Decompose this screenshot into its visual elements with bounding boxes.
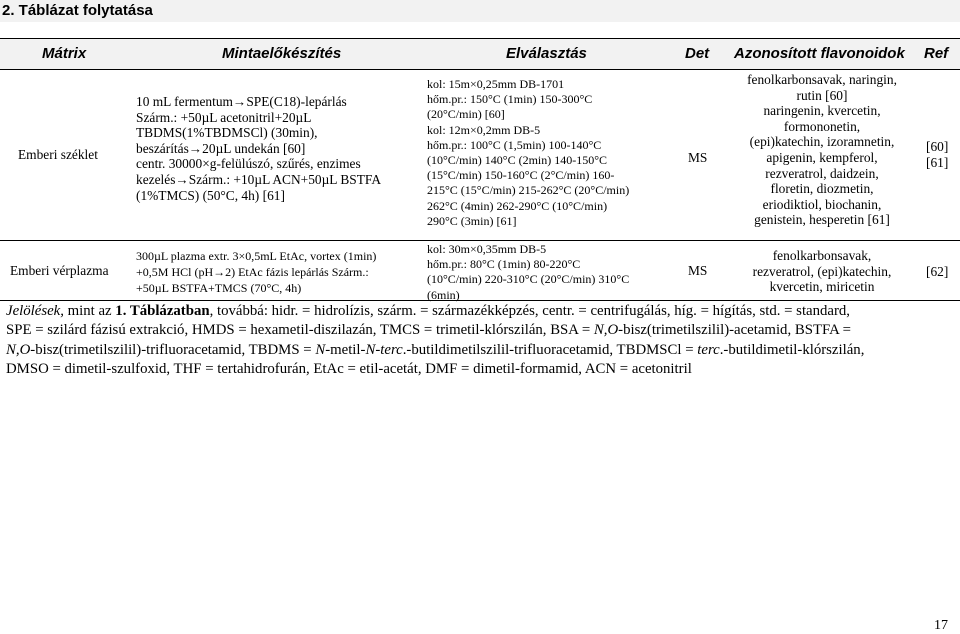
sep-line: (15°C/min) 150-160°C (2°C/min) 160- [427,168,615,183]
row-1-ref [926,139,948,170]
flavonoid-line: formononetin, [783,118,861,134]
row-2-flavonoids [726,248,918,295]
flavonoid-line: fenolkarbonsavak, [772,248,872,263]
sep-line: kol: 12m×0,2mm DB-5 [427,122,541,137]
sep-line: 262°C (4min) 262-290°C (10°C/min) [427,198,608,213]
table-header [0,38,960,70]
sep-line: 215°C (15°C/min) 215-262°C (20°C/min) [427,183,630,198]
row-1-prep [136,94,381,203]
col-header-ref: Ref [924,45,949,62]
table-bottom-border [0,300,960,301]
sep-line: (6min) [427,287,460,302]
prep-line: +50µL BSTFA+TMCS (70°C, 4h) [136,281,302,295]
row-2-prep [136,248,376,296]
flavonoid-line: kvercetin, miricetin [769,279,875,295]
row-2-detection: MS [688,263,708,278]
prep-line: centr. 30000×g-felülúszó, szűrés, enzimes [136,156,361,172]
flavonoid-line: rutin [60] [796,87,848,103]
footnote-line: Jelölések, mint az 1. Táblázatban, továbbá: hidr. = hidrolízis, szárm. = származékképzés, centr. = centrifugálás, híg. = hígítás, std. = standard, [6,303,851,319]
row-1-matrix: Emberi széklet [18,147,98,162]
sep-line: hőm.pr.: 100°C (1,5min) 100-140°C [427,137,602,152]
flavonoid-line: (epi)katechin, izoramnetin, [749,134,895,150]
row-2-ref: [62] [926,264,949,279]
footnote-line: SPE = szilárd fázisú extrakció, HMDS = hexametil-diszilazán, TMCS = trimetil-klórszilán, BSA = N,O-bisz(trimetilszilil)-acetamid, BSTFA = [6,322,852,339]
sep-line: (10°C/min) 140°C (2min) 140-150°C [427,153,608,168]
footnote-line: DMSO = dimetil-szulfoxid, THF = tertahidrofurán, EtAc = etil-acetát, DMF = dimetil-formamid, ACN = acetonitril [6,361,692,378]
page-number: 17 [934,618,948,633]
sep-line: (10°C/min) 220-310°C (20°C/min) 310°C [427,272,630,287]
ref-line: [61] [926,154,949,170]
flavonoid-line: rezveratrol, (epi)katechin, [752,263,892,279]
footnote [6,302,954,380]
row-1-separation [427,77,629,229]
row-2-matrix: Emberi vérplazma [10,263,109,278]
flavonoid-line: apigenin, kempferol, [766,149,878,165]
prep-line: kezelés→Szárm.: +10µL ACN+50µL BSTFA [136,171,382,187]
prep-line: (1%TMCS) (50°C, 4h) [61] [136,187,285,203]
row-1-detection: MS [688,150,708,165]
prep-line: beszárítás→20µL undekán [60] [136,140,306,156]
flavonoid-line: fenolkarbonsavak, naringin, [747,72,897,87]
col-header-detection: Det [685,45,710,62]
prep-line: +0,5M HCl (pH→2) EtAc fázis lepárlás Szárm.: [136,265,369,279]
col-header-prep: Mintaelőkészítés [222,45,342,62]
prep-line: 300µL plazma extr. 3×0,5mL EtAc, vortex (1min) [136,249,377,263]
sep-line: hőm.pr.: 150°C (1min) 150-300°C [427,92,593,107]
prep-line: 10 mL fermentum→SPE(C18)-lepárlás [136,94,347,109]
flavonoid-line: genistein, hesperetin [61] [754,212,890,228]
prep-line: TBDMS(1%TBDMSCl) (30min), [136,125,318,141]
sep-line: (20°C/min) [60] [427,107,505,122]
flavonoid-line: eriodiktiol, biochanin, [762,196,882,212]
flavonoid-line: rezveratrol, daidzein, [765,165,879,181]
flavonoid-line: floretin, diozmetin, [770,181,874,197]
sep-line: hőm.pr.: 80°C (1min) 80-220°C [427,257,581,272]
ref-line: [60] [926,139,949,154]
sep-line: 290°C (3min) [61] [427,213,517,228]
row-1-flavonoids [726,72,918,228]
sep-line: kol: 30m×0,35mm DB-5 [427,242,547,256]
footnote-line: N,O-bisz(trimetilszilil)-trifluoracetamid, TBDMS = N-metil-N-terc.-butildimetilszilil-trifluoracetamid, TBDMSCl = terc.-butildimetil-klórszilán, [6,341,865,358]
prep-line: Szárm.: +50µL acetonitril+20µL [136,109,312,125]
col-header-matrix: Mátrix [42,45,87,62]
section-title: 2. Táblázat folytatása [0,0,960,22]
flavonoid-line: naringenin, kvercetin, [763,103,881,119]
row-2-separation [427,242,629,303]
col-header-separation: Elválasztás [506,45,587,62]
row-divider [0,240,960,241]
sep-line: kol: 15m×0,25mm DB-1701 [427,77,565,91]
col-header-flavonoids: Azonosított flavonoidok [734,45,905,62]
